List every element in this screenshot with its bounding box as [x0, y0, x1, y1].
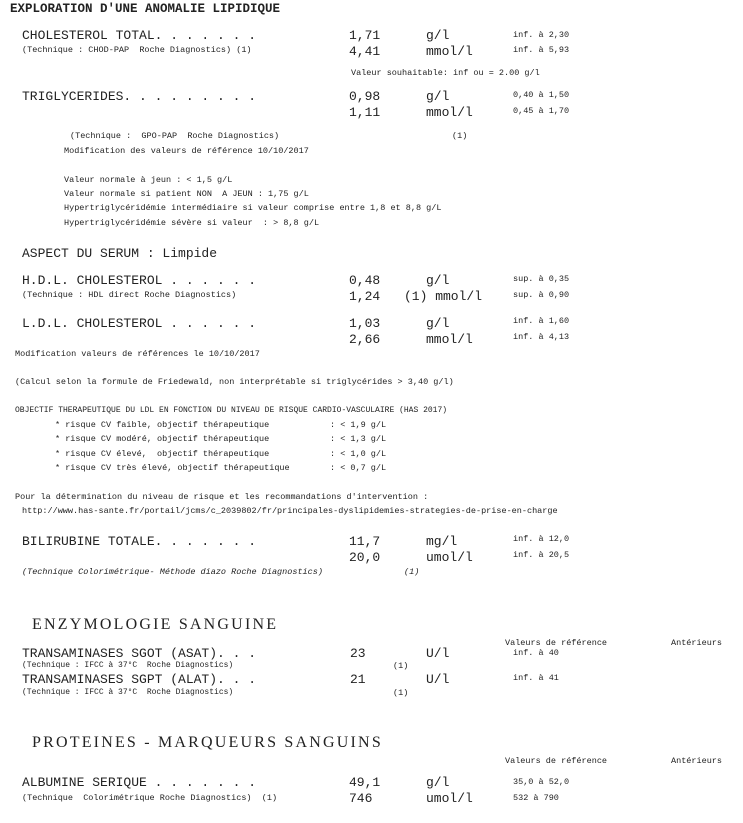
bilirubine-label: BILIRUBINE TOTALE. . . . . . .: [22, 534, 257, 549]
ldl-ref-gl: inf. à 1,60: [513, 316, 570, 326]
cholesterol-value-mmol: 4,41: [349, 44, 381, 59]
ldl-objectif-label: * risque CV modéré, objectif thérapeutique: [55, 434, 270, 444]
has-link[interactable]: http://www.has-sante.fr/portail/jcms/c_2039802/fr/principales-dyslipidemies-strategies-de-prise-en-charge: [22, 506, 558, 516]
ldl-objectif-title: OBJECTIF THERAPEUTIQUE DU LDL EN FONCTION DU NIVEAU DE RISQUE CARDIO-VASCULAIRE (HAS 2017): [15, 406, 448, 415]
enzymologie-ref-header: Valeurs de référence: [505, 638, 608, 648]
triglycerides-ref-mmol: 0,45 à 1,70: [513, 106, 570, 116]
triglycerides-note: Valeur normale si patient NON A JEUN : 1,75 g/L: [64, 189, 309, 199]
ldl-objectif-value: : < 1,0 g/L: [330, 449, 387, 459]
asat-technique: (Technique : IFCC à 37°C Roche Diagnostics): [22, 661, 234, 670]
ldl-determination: Pour la détermination du niveau de risque et les recommandations d'intervention :: [15, 492, 429, 502]
asat-unit: U/l: [426, 646, 450, 661]
ldl-objectif-label: * risque CV élevé, objectif thérapeutique: [55, 449, 270, 459]
cholesterol-ref-mmol: inf. à 5,93: [513, 45, 570, 55]
ldl-label: L.D.L. CHOLESTEROL . . . . . .: [22, 316, 257, 331]
cholesterol-note: Valeur souhaitable: inf ou = 2.00 g/l: [351, 68, 540, 78]
alat-ref: inf. à 41: [513, 673, 559, 683]
bilirubine-technique-ref: (1): [404, 567, 420, 577]
albumine-ref-umol: 532 à 790: [513, 793, 559, 803]
hdl-technique: (Technique : HDL direct Roche Diagnostics): [22, 290, 237, 300]
ldl-unit-mmol: mmol/l: [426, 332, 473, 347]
ldl-value-mmol: 2,66: [349, 332, 381, 347]
asat-value: 23: [350, 646, 366, 661]
hdl-ref-mmol: sup. à 0,90: [513, 290, 570, 300]
cholesterol-ref-gl: inf. à 2,30: [513, 30, 570, 40]
cholesterol-value-gl: 1,71: [349, 28, 381, 43]
albumine-technique: (Technique Colorimétrique Roche Diagnostics) (1): [22, 793, 278, 803]
asat-label: TRANSAMINASES SGOT (ASAT). . .: [22, 646, 257, 661]
triglycerides-label: TRIGLYCERIDES. . . . . . . . .: [22, 89, 257, 104]
bilirubine-ref-umol: inf. à 20,5: [513, 550, 570, 560]
hdl-unit-mmol: (1) mmol/l: [404, 289, 483, 304]
asat-ref-mark: (1): [393, 661, 409, 671]
bilirubine-value-umol: 20,0: [349, 550, 381, 565]
albumine-unit-gl: g/l: [426, 775, 450, 790]
albumine-unit-umol: umol/l: [426, 791, 473, 806]
triglycerides-value-gl: 0,98: [349, 89, 381, 104]
triglycerides-technique-ref: (1): [452, 131, 468, 141]
ldl-objectif-value: : < 1,9 g/L: [330, 420, 387, 430]
ldl-value-gl: 1,03: [349, 316, 381, 331]
cholesterol-unit-mmol: mmol/l: [426, 44, 473, 59]
hdl-unit-gl: g/l: [426, 273, 450, 288]
bilirubine-ref-mgl: inf. à 12,0: [513, 534, 570, 544]
ldl-objectif-value: : < 0,7 g/L: [330, 463, 387, 473]
alat-unit: U/l: [426, 672, 450, 687]
albumine-label: ALBUMINE SERIQUE . . . . . . .: [22, 775, 257, 790]
triglycerides-ref-gl: 0,40 à 1,50: [513, 90, 570, 100]
triglycerides-note: Valeur normale à jeun : < 1,5 g/L: [64, 175, 233, 185]
alat-technique: (Technique : IFCC à 37°C Roche Diagnostics): [22, 688, 234, 697]
enzymologie-heading: ENZYMOLOGIE SANGUINE: [32, 616, 279, 633]
triglycerides-unit-mmol: mmol/l: [426, 105, 473, 120]
asat-ref: inf. à 40: [513, 648, 559, 658]
cholesterol-label: CHOLESTEROL TOTAL. . . . . . .: [22, 28, 257, 43]
ldl-objectif-label: * risque CV faible, objectif thérapeutique: [55, 420, 270, 430]
triglycerides-unit-gl: g/l: [426, 89, 450, 104]
bilirubine-technique: (Technique Colorimétrique- Méthode diazo Roche Diagnostics): [22, 567, 323, 577]
bilirubine-unit-mgl: mg/l: [426, 534, 458, 549]
bilirubine-value-mgl: 11,7: [349, 534, 381, 549]
alat-value: 21: [350, 672, 366, 687]
hdl-ref-gl: sup. à 0,35: [513, 274, 570, 284]
proteines-ant-header: Antérieurs: [671, 756, 723, 766]
hdl-value-mmol: 1,24: [349, 289, 381, 304]
triglycerides-value-mmol: 1,11: [349, 105, 381, 120]
serum-aspect: ASPECT DU SERUM : Limpide: [22, 246, 218, 261]
hdl-label: H.D.L. CHOLESTEROL . . . . . .: [22, 273, 257, 288]
triglycerides-note: Hypertriglycéridémie intermédiaire si valeur comprise entre 1,8 et 8,8 g/L: [64, 203, 442, 213]
page-title: EXPLORATION D'UNE ANOMALIE LIPIDIQUE: [10, 2, 281, 16]
bilirubine-unit-umol: umol/l: [426, 550, 473, 565]
enzymologie-ant-header: Antérieurs: [671, 638, 723, 648]
albumine-value-umol: 746: [349, 791, 373, 806]
ldl-modification: Modification valeurs de références le 10/10/2017: [15, 349, 260, 359]
ldl-ref-mmol: inf. à 4,13: [513, 332, 570, 342]
alat-ref-mark: (1): [393, 688, 409, 698]
ldl-objectif-value: : < 1,3 g/L: [330, 434, 387, 444]
ldl-calcul: (Calcul selon la formule de Friedewald, non interprétable si triglycérides > 3,40 g/l): [15, 377, 454, 387]
alat-label: TRANSAMINASES SGPT (ALAT). . .: [22, 672, 257, 687]
hdl-value-gl: 0,48: [349, 273, 381, 288]
triglycerides-technique: (Technique : GPO-PAP Roche Diagnostics): [70, 131, 280, 141]
ldl-unit-gl: g/l: [426, 316, 450, 331]
albumine-value-gl: 49,1: [349, 775, 381, 790]
triglycerides-modification: Modification des valeurs de référence 10/10/2017: [64, 146, 309, 156]
triglycerides-note: Hypertriglycéridémie sévère si valeur : > 8,8 g/L: [64, 218, 320, 228]
albumine-ref-gl: 35,0 à 52,0: [513, 777, 570, 787]
ldl-objectif-label: * risque CV très élevé, objectif thérapeutique: [55, 463, 290, 473]
proteines-ref-header: Valeurs de référence: [505, 756, 608, 766]
cholesterol-unit-gl: g/l: [426, 28, 450, 43]
cholesterol-technique: (Technique : CHOD-PAP Roche Diagnostics) (1): [22, 45, 252, 55]
proteines-heading: PROTEINES - MARQUEURS SANGUINS: [32, 734, 383, 751]
